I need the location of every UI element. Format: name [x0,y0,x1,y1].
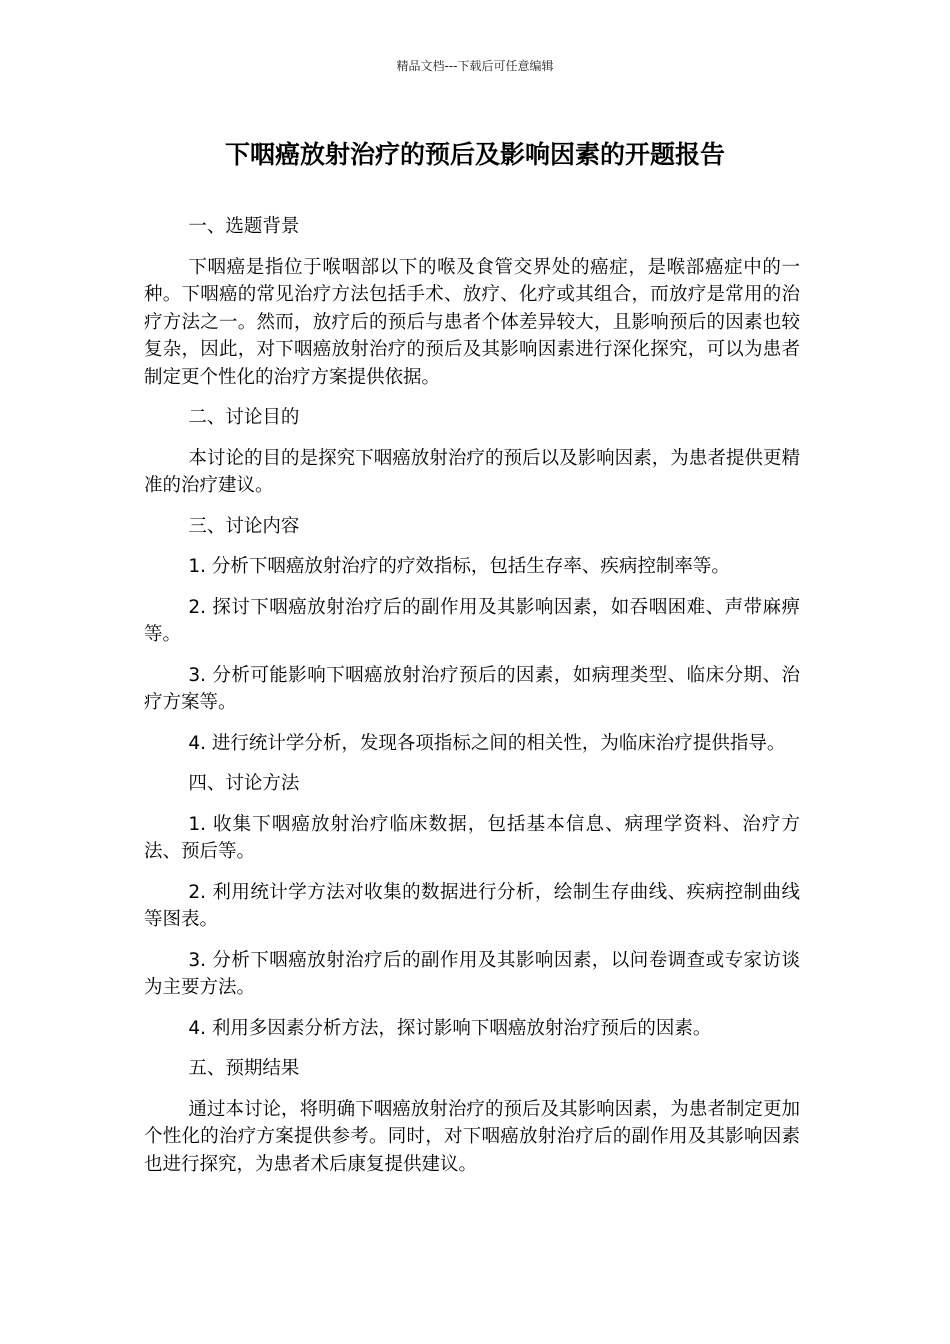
paragraph-purpose: 本讨论的目的是探究下咽癌放射治疗的预后以及影响因素，为患者提供更精准的治疗建议。 [144,447,800,496]
section-heading-methods: 四、讨论方法 [188,773,300,794]
method-item-3: 3. 分析下咽癌放射治疗后的副作用及其影响因素，以问卷调查或专家访谈为主要方法。 [144,949,800,998]
paragraph-background: 下咽癌是指位于喉咽部以下的喉及食管交界处的癌症，是喉部癌症中的一种。下咽癌的常见治疗方法包括手术、放疗、化疗或其组合，而放疗是常用的治疗方法之一。然而，放疗后的预后与患者个体差异较大，且影响预后的因素也较复杂，因此，对下咽癌放射治疗的预后及其影响因素进行深化探究，可以为患者制定更个性化的治疗方案提供依据。 [144,256,800,388]
method-item-1: 1. 收集下咽癌放射治疗临床数据，包括基本信息、病理学资料、治疗方法、预后等。 [144,813,800,862]
content-item-2: 2. 探讨下咽癌放射治疗后的副作用及其影响因素，如吞咽困难、声带麻痹等。 [144,596,800,645]
section-heading-expected-results: 五、预期结果 [188,1058,300,1079]
method-item-2: 2. 利用统计学方法对收集的数据进行分析，绘制生存曲线、疾病控制曲线等图表。 [144,881,800,930]
content-item-1: 1. 分析下咽癌放射治疗的疗效指标，包括生存率、疾病控制率等。 [188,556,730,577]
content-item-4: 4. 进行统计学分析，发现各项指标之间的相关性，为临床治疗提供指导。 [188,732,786,754]
document-title: 下咽癌放射治疗的预后及影响因素的开题报告 [224,140,725,169]
content-item-3: 3. 分析可能影响下咽癌放射治疗预后的因素，如病理类型、临床分期、治疗方案等。 [144,664,800,713]
document-body [144,213,800,1191]
method-item-4: 4. 利用多因素分析方法，探讨影响下咽癌放射治疗预后的因素。 [188,1017,712,1039]
section-heading-purpose: 二、讨论目的 [188,407,300,428]
section-heading-content: 三、讨论内容 [188,515,300,537]
section-heading-background: 一、选题背景 [188,216,300,237]
header-note: 精品文档---下载后可任意编辑 [396,59,554,73]
paragraph-expected-results: 通过本讨论，将明确下咽癌放射治疗的预后及其影响因素，为患者制定更加个性化的治疗方案提供参考。同时，对下咽癌放射治疗后的副作用及其影响因素也进行探究，为患者术后康复提供建议。 [144,1098,800,1175]
